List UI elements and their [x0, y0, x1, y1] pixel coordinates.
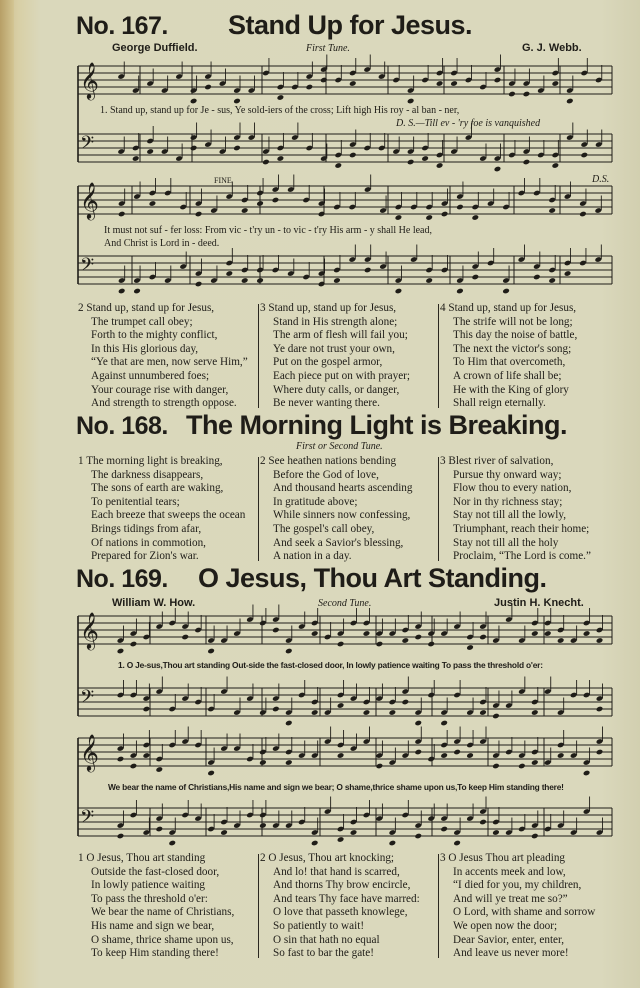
verse-divider — [438, 304, 439, 408]
note-head — [220, 829, 228, 836]
note-head — [376, 763, 384, 770]
hymn-169-number: No. 169. — [76, 565, 168, 593]
verse-line: Flow thou to every nation, — [453, 482, 572, 495]
bass-clef: 𝄢 — [80, 255, 95, 281]
hymn-169-title: O Jesus, Thou Art Standing. — [198, 563, 547, 593]
verse-line: The next the victor's song; — [453, 342, 572, 355]
note-head — [450, 80, 458, 87]
hymn-169-tune: Second Tune. — [318, 598, 372, 609]
note-head — [414, 833, 422, 840]
note-head — [518, 763, 526, 770]
hymn-169-verse-2 — [260, 852, 420, 961]
note-head — [143, 706, 151, 713]
note-head — [349, 80, 357, 87]
note-head — [181, 634, 189, 641]
verse-line: So fast to bar the gate! — [273, 947, 374, 960]
verse-line: 3 Blest river of salvation, — [440, 455, 554, 467]
hymn-168-number: No. 168. — [76, 412, 168, 440]
note-head — [479, 819, 487, 826]
verse-line: And leave us never more! — [453, 947, 569, 960]
verse-line: 2 See heathen nations bending — [260, 455, 397, 467]
hymn-167-fine-mark: FINE — [214, 176, 232, 185]
hymn-169-verse-1 — [78, 852, 234, 961]
hymn-167-number: No. 167. — [76, 12, 168, 40]
verse-line: 1 O Jesus, Thou art standing — [78, 852, 206, 864]
note-head — [195, 211, 203, 218]
hymn-168-tune: First or Second Tune. — [296, 441, 383, 452]
verse-line: Each breeze that sweeps the ocean — [91, 509, 246, 522]
verse-divider — [438, 457, 439, 561]
note-head — [494, 166, 502, 173]
verse-line: O shame, thrice shame upon us, — [91, 933, 234, 946]
verse-line: Stay not till all the holy — [453, 536, 559, 549]
note-head — [579, 211, 587, 218]
note-head — [117, 648, 125, 655]
hymn-167-lyric-line-1: 1. Stand up, stand up for Je - sus, Ye sold-iers of the cross; Lift high His roy - al ban - ner, — [100, 105, 460, 116]
note-head — [395, 288, 403, 295]
note-head — [156, 826, 164, 833]
note-head — [436, 162, 444, 169]
note-head — [118, 288, 126, 295]
verse-line: Proclaim, “The Lord is come.” — [453, 550, 591, 563]
verse-line: And lo! that hand is scarred, — [273, 865, 400, 878]
note-head — [548, 277, 556, 284]
note-head — [389, 840, 397, 847]
note-head — [311, 709, 319, 716]
note-head — [190, 98, 198, 105]
hymn-168-verse-3 — [440, 455, 591, 564]
note-head — [407, 159, 415, 166]
note-head — [259, 759, 267, 766]
hymn-167-lyric-line-2: D. S.—Till ev - 'ry foe is vanquished — [396, 118, 541, 129]
note-head — [337, 836, 345, 843]
note-head — [118, 211, 126, 218]
note-head — [207, 770, 215, 777]
note-head — [466, 752, 474, 759]
hymn-169-lyric-line-1: 1. O Je-sus,Thou art standing Out-side the fast-closed door, In lowly patience waiting To pass the threshold o'er: — [118, 660, 543, 670]
note-head — [363, 709, 371, 716]
note-head — [566, 98, 574, 105]
hymn-169-lyric-line-2: We bear the name of Christians,His name and sign we bear; O shame,thrice shame upon us,To keep Him standing there! — [108, 782, 564, 792]
verse-line: The sons of earth are waking, — [91, 482, 224, 495]
note-head — [583, 630, 591, 637]
verse-line: To penitential tears; — [91, 495, 180, 508]
hymn-169-composer: Justin H. Knecht. — [494, 597, 584, 609]
treble-clef: 𝄞 — [80, 733, 99, 772]
verse-divider — [258, 854, 259, 958]
treble-clef: 𝄞 — [80, 181, 99, 220]
note-head — [190, 145, 198, 152]
hymn-167-tune: First Tune. — [306, 43, 350, 54]
note-head — [272, 627, 280, 634]
note-head — [337, 641, 345, 648]
hymn-169-verse-3 — [440, 852, 595, 961]
note-head — [472, 274, 480, 281]
note-head — [233, 145, 241, 152]
note-head — [376, 641, 384, 648]
note-head — [395, 214, 403, 221]
verse-line: This day the noise of battle, — [453, 329, 578, 342]
verse-line: In lowly patience waiting — [91, 879, 206, 892]
verse-line: We bear the name of Christians, — [91, 906, 235, 919]
note-head — [414, 749, 422, 756]
note-head — [479, 709, 487, 716]
verse-line: O Lord, with shame and sorrow — [453, 906, 596, 919]
note-head — [523, 159, 531, 166]
note-head — [259, 822, 267, 829]
verse-line: Ye dare not trust your own, — [273, 342, 395, 355]
treble-clef: 𝄞 — [80, 611, 99, 650]
note-head — [241, 207, 249, 214]
note-head — [149, 200, 157, 207]
note-head — [596, 637, 604, 644]
note-head — [133, 288, 141, 295]
note-head — [557, 752, 565, 759]
verse-line: Be never wanting there. — [273, 397, 380, 410]
note-head — [337, 752, 345, 759]
note-head — [492, 829, 500, 836]
hymn-167-verse-2 — [78, 302, 248, 411]
note-head — [241, 277, 249, 284]
verse-line: Brings tidings from afar, — [91, 522, 202, 535]
note-head — [204, 84, 212, 91]
note-head — [146, 148, 154, 155]
note-head — [195, 281, 203, 288]
note-head — [337, 702, 345, 709]
verse-line: And strength to strength oppose. — [91, 397, 237, 410]
verse-line: The gospel's call obey, — [273, 522, 375, 535]
note-head — [456, 288, 464, 295]
verse-line: O sin that hath no equal — [273, 933, 380, 946]
note-head — [552, 162, 560, 169]
verse-line: We open now the door; — [453, 919, 558, 932]
note-head — [277, 94, 285, 101]
verse-line: Your courage rise with danger, — [91, 383, 229, 396]
note-head — [349, 152, 357, 159]
note-head — [233, 98, 241, 105]
note-head — [143, 752, 151, 759]
hymn-167-ds-mark: D.S. — [592, 174, 610, 185]
note-head — [285, 759, 293, 766]
note-head — [425, 277, 433, 284]
note-head — [508, 91, 516, 98]
verse-line: A nation in a day. — [273, 550, 352, 563]
hymn-167-lyric-line-3: It must not suf - fer loss: From vic - t'ry un - to vic - t'ry His arm - y shall He lead, — [104, 225, 432, 236]
note-head — [440, 752, 448, 759]
note-head — [581, 152, 589, 159]
hymn-167-verse-3 — [260, 302, 410, 411]
verse-line: In accents meek and low, — [453, 865, 566, 878]
verse-line: O love that passeth knowlege, — [273, 906, 408, 919]
note-head — [436, 80, 444, 87]
note-head — [226, 270, 234, 277]
note-head — [453, 840, 461, 847]
verse-line: 4 Stand up, stand up for Jesus, — [440, 302, 577, 314]
note-head — [414, 720, 422, 727]
verse-line: Before the God of love, — [273, 468, 379, 481]
verse-line: To pass the threshold o'er: — [91, 892, 208, 905]
note-head — [364, 267, 372, 274]
note-head — [453, 749, 461, 756]
note-head — [311, 840, 319, 847]
verse-line: Each piece put on with prayer; — [273, 369, 410, 382]
verse-line: Where duty calls, or danger, — [273, 383, 400, 396]
verse-line: Stand in His strength alone; — [273, 315, 398, 328]
note-head — [389, 709, 397, 716]
note-head — [564, 270, 572, 277]
note-head — [117, 833, 125, 840]
note-head — [117, 756, 125, 763]
verse-line: Prepared for Zion's war. — [91, 550, 199, 563]
verse-line: Forth to the mighty conflict, — [91, 329, 218, 342]
verse-line: While sinners now confessing, — [273, 509, 411, 522]
note-head — [414, 634, 422, 641]
note-head — [596, 706, 604, 713]
note-head — [335, 162, 343, 169]
note-head — [456, 204, 464, 211]
hymn-167-title: Stand Up for Jesus. — [228, 10, 473, 40]
verse-line: The trumpet call obey; — [91, 315, 193, 328]
note-head — [262, 159, 270, 166]
verse-line: A crown of life shall be; — [453, 369, 562, 382]
note-head — [132, 155, 140, 162]
verse-line: And thousand hearts ascending — [273, 482, 413, 495]
bass-clef: 𝄢 — [80, 133, 95, 159]
note-head — [130, 763, 138, 770]
note-head — [256, 200, 264, 207]
hymn-168-verse-2 — [260, 455, 413, 564]
verse-divider — [258, 457, 259, 561]
note-head — [421, 155, 429, 162]
verse-line: And tears Thy face have marred: — [273, 892, 420, 905]
note-head — [256, 277, 264, 284]
treble-clef: 𝄞 — [80, 61, 99, 100]
note-head — [156, 766, 164, 773]
verse-line: And thorns Thy brow encircle, — [273, 879, 411, 892]
note-head — [425, 214, 433, 221]
note-head — [502, 288, 510, 295]
verse-line: He with the King of glory — [453, 383, 569, 396]
verse-divider — [438, 854, 439, 958]
note-head — [272, 197, 280, 204]
note-head — [472, 214, 480, 221]
note-head — [544, 630, 552, 637]
hymn-167-lyric-line-4: And Christ is Lord in - deed. — [104, 238, 220, 249]
note-head — [492, 713, 500, 720]
hymn-167-verse-4 — [440, 302, 577, 411]
note-head — [557, 637, 565, 644]
bass-clef: 𝄢 — [80, 807, 95, 833]
note-head — [427, 641, 435, 648]
verse-line: “I died for you, my children, — [453, 879, 582, 892]
verse-divider — [258, 304, 259, 408]
note-head — [207, 648, 215, 655]
verse-line: And will ye treat me so?” — [453, 892, 568, 905]
hymn-167-composer: G. J. Webb. — [522, 42, 582, 54]
note-head — [494, 77, 502, 84]
verse-line: Against unnumbered foes; — [91, 369, 210, 382]
verse-line: Outside the fast-closed door, — [91, 865, 220, 878]
hymn-168-verse-1 — [78, 455, 245, 564]
hymn-169-author: William W. How. — [112, 597, 196, 609]
note-head — [479, 634, 487, 641]
note-head — [531, 630, 539, 637]
verse-line: Of nations in commotion, — [91, 536, 206, 549]
verse-line: Nor in thy richness stay; — [453, 495, 563, 508]
verse-line: 2 Stand up, stand up for Jesus, — [78, 302, 215, 314]
verse-line: 2 O Jesus, Thou art knocking; — [260, 852, 395, 864]
note-head — [285, 720, 293, 727]
verse-line: To Him that overcometh, — [453, 356, 566, 369]
note-head — [277, 155, 285, 162]
note-head — [548, 207, 556, 214]
note-head — [596, 749, 604, 756]
note-head — [531, 709, 539, 716]
verse-line: 3 O Jesus Thou art pleading — [440, 852, 566, 864]
verse-line: In gratitude above; — [273, 495, 358, 508]
note-head — [583, 770, 591, 777]
note-head — [402, 699, 410, 706]
verse-line: In this His glorious day, — [91, 342, 199, 355]
note-head — [552, 80, 560, 87]
verse-line: And seek a Savior's blessing, — [273, 536, 404, 549]
note-head — [440, 720, 448, 727]
verse-line: Pursue thy onward way; — [453, 468, 562, 481]
hymn-167-author: George Duffield. — [112, 42, 198, 54]
verse-line: His name and sign we bear, — [91, 919, 215, 932]
note-head — [492, 763, 500, 770]
verse-line: 3 Stand up, stand up for Jesus, — [260, 302, 397, 314]
note-head — [523, 91, 531, 98]
verse-line: Shall reign eternally. — [453, 397, 546, 410]
note-head — [533, 274, 541, 281]
note-head — [363, 630, 371, 637]
verse-line: The strife will not be long; — [453, 315, 573, 328]
note-head — [441, 211, 449, 218]
verse-line: The arm of flesh will fail you; — [273, 329, 408, 342]
note-head — [440, 826, 448, 833]
verse-line: So patiently to wait! — [273, 919, 365, 932]
note-head — [407, 98, 415, 105]
note-head — [350, 829, 358, 836]
verse-line: 1 The morning light is breaking, — [78, 455, 223, 467]
note-head — [130, 641, 138, 648]
note-head — [333, 277, 341, 284]
note-head — [272, 706, 280, 713]
verse-line: To keep Him standing there! — [91, 947, 219, 960]
verse-line: “Ye that are men, now serve Him,” — [91, 356, 248, 369]
note-head — [306, 84, 314, 91]
note-head — [402, 637, 410, 644]
note-head — [285, 648, 293, 655]
bass-clef: 𝄢 — [80, 687, 95, 713]
note-head — [531, 833, 539, 840]
verse-line: Stay not till all the lowly, — [453, 509, 567, 522]
note-head — [311, 630, 319, 637]
note-head — [531, 759, 539, 766]
verse-line: Put on the gospel armor, — [273, 356, 383, 369]
note-head — [168, 840, 176, 847]
verse-line: Dear Savior, enter, enter, — [453, 933, 565, 946]
verse-line: Triumphant, reach their home; — [453, 522, 590, 535]
hymn-168-title: The Morning Light is Breaking. — [186, 410, 568, 440]
verse-line: The darkness disappears, — [91, 468, 204, 481]
note-head — [466, 644, 474, 651]
